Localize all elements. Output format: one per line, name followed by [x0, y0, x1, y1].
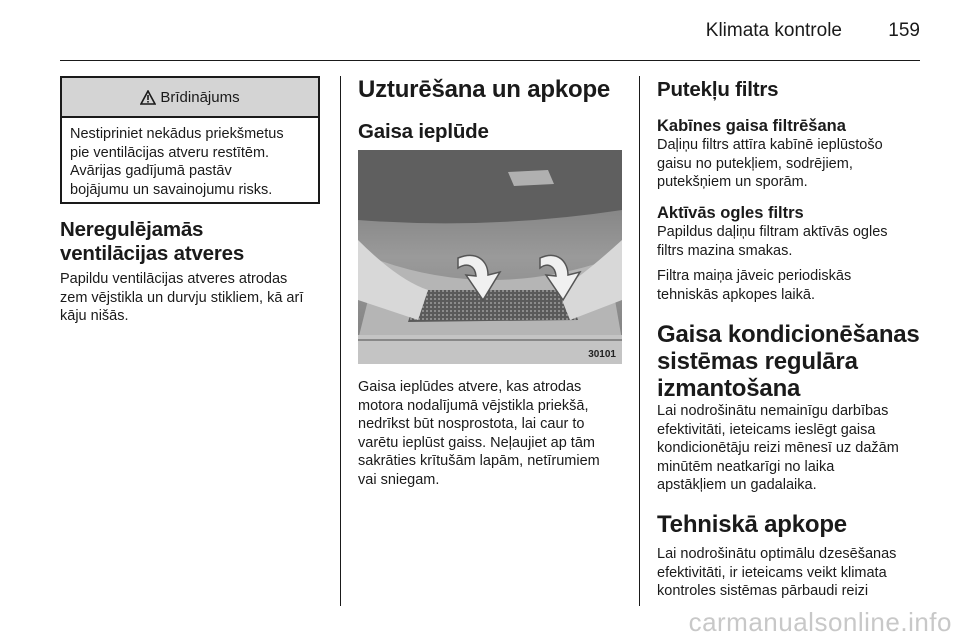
warning-text: Nestipriniet nekādus priekšmetus pie ventilācijas atveru restītēm. Avārijas gadījumā pastāv bojājumu un savainojumu risks. [70, 126, 284, 198]
section-heading-ac-regular-use: Gaisa kondicionēšanas sistēmas regulāra izmantošana [657, 321, 920, 402]
ac-regular-use-text: Lai nodrošinātu nemainīgu darbības efektivitāti, ieteicams ieslēgt gaisa kondicionētāju reizi mēnesī uz dažām minūtēm neatkarīgi no laika apstākļiem un gadalaika. [657, 403, 899, 493]
warning-header [62, 78, 318, 118]
carbon-filter-text: Papildus daļiņu filtram aktīvās ogles filtrs mazina smakas. [657, 224, 888, 259]
cabin-filtration-text: Daļiņu filtrs attīra kabīnē ieplūstošo gaisu no putekļiem, sodrējiem, putekšņiem un sporām. [657, 137, 883, 190]
fixed-vents-text: Papildu ventilācijas atveres atrodas zem vējstikla un durvju stikliem, kā arī kāju nišās. [60, 271, 304, 324]
subheading-carbon-filter: Aktīvās ogles filtrs [657, 204, 804, 222]
warning-triangle-icon [140, 90, 156, 105]
section-heading-pollen-filter: Putekļu filtrs [657, 78, 779, 101]
warning-title: Brīdinājums [160, 88, 240, 106]
section-heading-fixed-vents: Neregulējamās ventilācijas atveres [60, 218, 245, 265]
subheading-cabin-filtration: Kabīnes gaisa filtrēšana [657, 117, 846, 135]
air-intake-text: Gaisa ieplūdes atvere, kas atrodas motora nodalījumā vējstikla priekšā, nedrīkst būt nosprostota, lai caur to varētu ieplūst gaiss. Neļaujiet ap tām sakrāties krītušām lapām, netīrumiem vai sniegam. [358, 379, 600, 488]
section-heading-service: Tehniskā apkope [657, 511, 847, 538]
subheading-air-intake: Gaisa ieplūde [358, 120, 489, 143]
page-number: 159 [888, 20, 920, 41]
air-intake-photo [358, 150, 622, 364]
column-divider [639, 76, 640, 606]
header-rule [60, 60, 920, 61]
figure-number: 30101 [588, 349, 616, 360]
running-header-title: Klimata kontrole [705, 20, 842, 41]
filter-change-text: Filtra maiņa jāveic periodiskās tehniskās apkopes laikā. [657, 268, 852, 303]
warning-box [60, 76, 320, 204]
column-divider [340, 76, 341, 606]
service-text: Lai nodrošinātu optimālu dzesēšanas efektivitāti, ir ieteicams veikt klimata kontroles sistēmas pārbaudi reizi [657, 546, 897, 599]
section-heading-maintenance: Uzturēšana un apkope [358, 76, 611, 103]
watermark: carmanualsonline.info [688, 607, 952, 637]
